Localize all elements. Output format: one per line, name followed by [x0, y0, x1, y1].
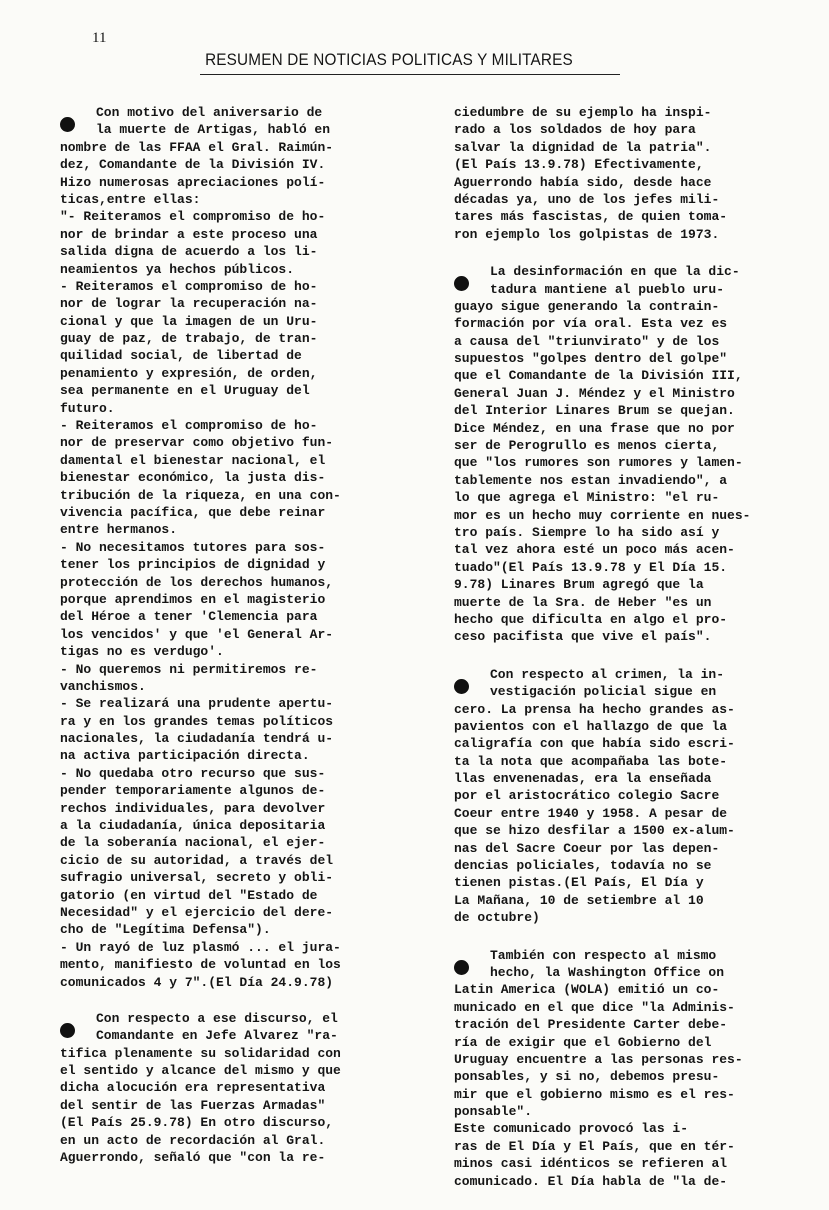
article	[454, 947, 794, 1190]
text-line: muerte de la Sra. de Heber "es un	[454, 594, 712, 610]
text-line: hecho que dificulta en algo el pro-	[454, 611, 728, 627]
text-line: Comandante en Jefe Alvarez "ra-	[96, 1028, 338, 1044]
text-line: "- Reiteramos el compromiso de ho-	[60, 209, 326, 225]
text-line: ta la nota que acompañaba las bote-	[454, 753, 728, 769]
text-line: damental el bienestar nacional, el	[60, 452, 326, 468]
text-line: Necesidad" y el ejercicio del dere-	[60, 904, 334, 920]
bullet-icon	[454, 679, 469, 694]
text-line: tración del Presidente Carter debe-	[454, 1017, 728, 1033]
text-line: - No necesitamos tutores para sos-	[60, 539, 326, 555]
text-line: salvar la dignidad de la patria".	[454, 139, 712, 155]
text-line: Con respecto a ese discurso, el	[96, 1010, 338, 1026]
bullet-icon	[60, 1023, 75, 1038]
text-line: mir que el gobierno mismo es el res-	[454, 1086, 735, 1102]
text-line: - Reiteramos el compromiso de ho-	[60, 418, 318, 434]
text-line: nacionales, la ciudadanía tendrá u-	[60, 731, 334, 747]
text-line: cicio de su autoridad, a través del	[60, 852, 334, 868]
text-line: porque aprendimos en el magisterio	[60, 591, 326, 607]
text-line: ponsables, y si no, debemos presu-	[454, 1069, 720, 1085]
text-line: que "los rumores son rumores y lamen-	[454, 455, 743, 471]
text-line: entre hermanos.	[60, 522, 178, 538]
text-line: ciedumbre de su ejemplo ha inspi-	[454, 105, 712, 120]
text-line: hecho, la Washington Office on	[490, 964, 725, 980]
text-line: cero. La prensa ha hecho grandes as-	[454, 701, 735, 717]
text-line: formación por vía oral. Esta vez es	[454, 316, 728, 332]
text-line: de la soberanía nacional, el ejer-	[60, 835, 326, 851]
text-line: del sentir de las Fuerzas Armadas"	[60, 1097, 326, 1113]
text-line: vivencia pacífica, que debe reinar	[60, 504, 326, 520]
text-line: ron ejemplo los golpistas de 1973.	[454, 226, 720, 242]
text-line: También con respecto al mismo	[490, 947, 717, 963]
text-line: Con respecto al crimen, la in-	[490, 666, 725, 682]
text-line: tro país. Siempre lo ha sido así y	[454, 524, 720, 540]
text-line: ceso pacifista que vive el país".	[454, 629, 712, 645]
text-line: Aguerrondo había sido, desde hace	[454, 174, 712, 190]
text-line: nor de lograr la recuperación na-	[60, 296, 318, 312]
text-line: (El País 25.9.78) En otro discurso,	[60, 1115, 334, 1131]
text-line: municado en el que dice "la Adminis-	[454, 999, 735, 1015]
text-line: supuestos "golpes dentro del golpe"	[454, 351, 728, 367]
text-line: protección de los derechos humanos,	[60, 574, 334, 590]
text-line: nor de preservar como objetivo fun-	[60, 435, 334, 451]
text-line: Coeur entre 1940 y 1958. A pesar de	[454, 805, 728, 821]
text-line: tablemente nos estan invadiendo", a	[454, 472, 728, 488]
text-line: ría de exigir que el Gobierno del	[454, 1034, 712, 1050]
text-line: comunicados 4 y 7".(El Día 24.9.78)	[60, 974, 334, 990]
text-line: mento, manifiesto de voluntad en los	[60, 957, 341, 973]
article	[454, 263, 794, 646]
text-line: Latin America (WOLA) emitió un co-	[454, 982, 720, 998]
text-line: a causa del "triunvirato" y de los	[454, 333, 720, 349]
text-line: cho de "Legítima Defensa").	[60, 922, 271, 938]
text-line: llas envenenadas, era la enseñada	[454, 771, 712, 787]
text-line: vanchismos.	[60, 678, 146, 694]
text-line: sea permanente en el Uruguay del	[60, 383, 310, 399]
text-line: - No quedaba otro recurso que sus-	[60, 765, 326, 781]
text-line: en un acto de recordación al Gral.	[60, 1132, 326, 1148]
article	[60, 104, 400, 991]
text-line: neamientos ya hechos públicos.	[60, 261, 295, 277]
text-line: los vencidos' y que 'el General Ar-	[60, 626, 334, 642]
text-line: cional y que la imagen de un Uru-	[60, 313, 318, 329]
text-line: Con motivo del aniversario de	[96, 105, 323, 120]
text-line: General Juan J. Méndez y el Ministro	[454, 385, 735, 401]
text-line: ras de El Día y El País, que en tér-	[454, 1138, 735, 1154]
text-line: que el Comandante de la División III,	[454, 368, 743, 384]
text-line: del Héroe a tener 'Clemencia para	[60, 609, 318, 625]
text-line: salida digna de acuerdo a los li-	[60, 244, 318, 260]
text-line: La Mañana, 10 de setiembre al 10	[454, 892, 704, 908]
text-line: nas del Sacre Coeur por las depen-	[454, 840, 720, 856]
text-line: tribución de la riqueza, en una con-	[60, 487, 341, 503]
text-line: Uruguay encuentre a las personas res-	[454, 1051, 743, 1067]
text-line: vestigación policial sigue en	[490, 684, 717, 700]
text-line: minos casi idénticos se refieren al	[454, 1156, 728, 1172]
title-rule	[200, 74, 620, 75]
article	[454, 666, 794, 927]
left-column	[60, 104, 400, 1185]
text-line: tadura mantiene al pueblo uru-	[490, 281, 725, 297]
text-line: - Reiteramos el compromiso de ho-	[60, 278, 318, 294]
text-line: ra y en los grandes temas políticos	[60, 713, 334, 729]
text-line: La desinformación en que la dic-	[490, 264, 740, 280]
text-line: guayo sigue generando la contrain-	[454, 298, 720, 314]
text-line: por el aristocrático colegio Sacre	[454, 788, 720, 804]
text-line: na activa participación directa.	[60, 748, 310, 764]
text-line: rado a los soldados de hoy para	[454, 122, 696, 138]
text-line: tares más fascistas, de quien toma-	[454, 209, 728, 225]
text-line: penamiento y expresión, de orden,	[60, 365, 318, 381]
article	[454, 104, 794, 243]
text-line: Dice Méndez, en una frase que no por	[454, 420, 735, 436]
text-line: nombre de las FFAA el Gral. Raimún-	[60, 139, 334, 155]
text-line: que se hizo desfilar a 1500 ex-alum-	[454, 823, 735, 839]
bullet-icon	[454, 960, 469, 975]
text-line: quilidad social, de libertad de	[60, 348, 302, 364]
text-line: rechos individuales, para devolver	[60, 800, 326, 816]
text-line: Este comunicado provocó las i-	[454, 1121, 689, 1137]
text-line: ser de Perogrullo es menos cierta,	[454, 438, 720, 454]
text-line: futuro.	[60, 400, 115, 416]
text-line: tener los principios de dignidad y	[60, 557, 326, 573]
text-line: décadas ya, uno de los jefes mili-	[454, 191, 720, 207]
text-line: a la ciudadanía, única depositaria	[60, 818, 326, 834]
text-line: pavientos con el hallazgo de que la	[454, 718, 728, 734]
text-line: - No queremos ni permitiremos re-	[60, 661, 318, 677]
text-line: ticas,entre ellas:	[60, 191, 201, 207]
text-line: de octubre)	[454, 910, 540, 926]
text-line: sufragio universal, secreto y obli-	[60, 870, 334, 886]
text-line: tigas no es verdugo'.	[60, 644, 224, 660]
text-line: caligrafía con que había sido escri-	[454, 736, 735, 752]
right-column	[454, 104, 794, 1210]
text-line: la muerte de Artigas, habló en	[96, 122, 331, 138]
text-line: mor es un hecho muy corriente en nues-	[454, 507, 751, 523]
text-line: tienen pistas.(El País, El Día y	[454, 875, 704, 891]
text-line: - Un rayó de luz plasmó ... el jura-	[60, 939, 341, 955]
page-number: 11	[92, 30, 107, 46]
text-line: pender temporariamente algunos de-	[60, 783, 326, 799]
text-line: 9.78) Linares Brum agregó que la	[454, 577, 704, 593]
text-line: comunicado. El Día habla de "la de-	[454, 1173, 728, 1189]
article	[60, 1010, 400, 1167]
text-line: tifica plenamente su solidaridad con	[60, 1045, 341, 1061]
text-line: ponsable".	[454, 1104, 533, 1120]
text-line: dencias policiales, todavía no se	[454, 858, 712, 874]
text-line: (El País 13.9.78) Efectivamente,	[454, 157, 704, 173]
text-line: el sentido y alcance del mismo y que	[60, 1063, 341, 1079]
text-line: dicha alocución era representativa	[60, 1080, 326, 1096]
bullet-icon	[60, 117, 75, 132]
text-line: tal vez ahora esté un poco más acen-	[454, 542, 735, 558]
text-line: guay de paz, de trabajo, de tran-	[60, 331, 318, 347]
text-line: del Interior Linares Brum se quejan.	[454, 403, 735, 419]
text-line: bienestar económico, la justa dis-	[60, 470, 326, 486]
text-line: tuado"(El País 13.9.78 y El Día 15.	[454, 559, 728, 575]
text-line: gatorio (en virtud del "Estado de	[60, 887, 318, 903]
page-title: RESUMEN DE NOTICIAS POLITICAS Y MILITARES	[205, 50, 573, 69]
text-line: Hizo numerosas apreciaciones polí-	[60, 174, 326, 190]
text-line: dez, Comandante de la División IV.	[60, 157, 326, 173]
text-line: nor de brindar a este proceso una	[60, 226, 318, 242]
text-line: lo que agrega el Ministro: "el ru-	[454, 490, 720, 506]
text-line: - Se realizará una prudente apertu-	[60, 696, 334, 712]
text-line: Aguerrondo, señaló que "con la re-	[60, 1150, 326, 1166]
